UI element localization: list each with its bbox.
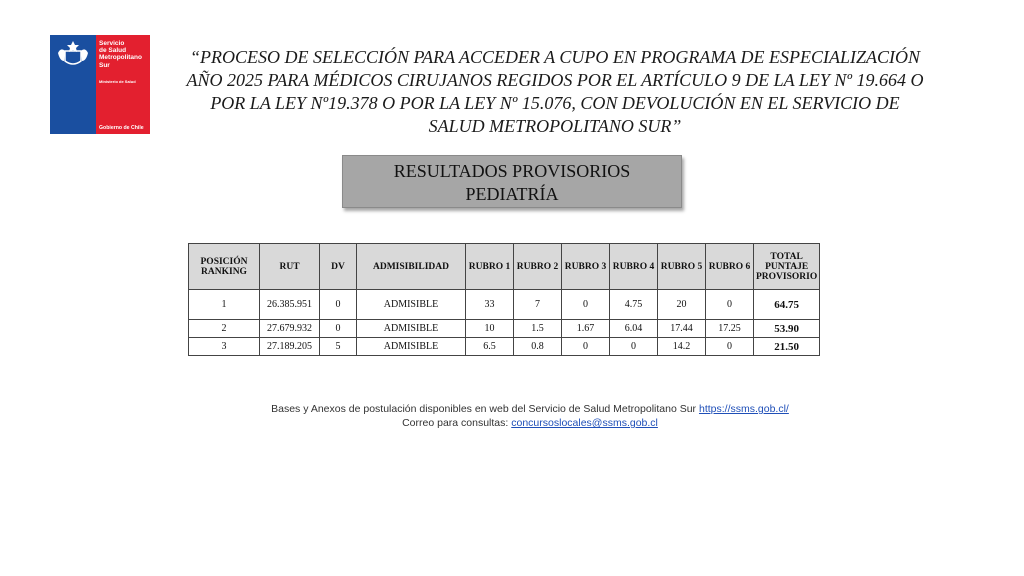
cell-dv: 0: [320, 320, 357, 338]
logo-blue-panel: [50, 35, 96, 134]
cell-rubro-1: 6.5: [466, 338, 514, 356]
results-heading-box: [342, 155, 682, 208]
header-rubro-5: RUBRO 5: [658, 244, 706, 290]
cell-rubro-5: 17.44: [658, 320, 706, 338]
header-rubro-2: RUBRO 2: [514, 244, 562, 290]
header-posicion: POSICIÓN RANKING: [189, 244, 260, 290]
cell-rubro-1: 10: [466, 320, 514, 338]
website-link[interactable]: https://ssms.gob.cl/: [698, 403, 789, 415]
cell-dv: 5: [320, 338, 357, 356]
table-row: [189, 338, 820, 356]
cell-dv: 0: [320, 290, 357, 320]
cell-admisibilidad: ADMISIBLE: [357, 320, 466, 338]
cell-posicion: 3: [189, 338, 260, 356]
header-dv: DV: [320, 244, 357, 290]
cell-total: 21.50: [754, 338, 820, 356]
contact-email-link[interactable]: concursoslocales@ssms.gob.cl: [511, 417, 658, 429]
cell-rubro-6: 17.25: [706, 320, 754, 338]
cell-rubro-3: 1.67: [562, 320, 610, 338]
cell-rut: 27.679.932: [260, 320, 320, 338]
header-total: TOTAL PUNTAJE PROVISORIO: [754, 244, 820, 290]
cell-rubro-2: 7: [514, 290, 562, 320]
table-row: [189, 290, 820, 320]
cell-admisibilidad: ADMISIBLE: [357, 290, 466, 320]
cell-rubro-4: 0: [610, 338, 658, 356]
logo-ministry: Ministerio de Salud: [99, 79, 136, 84]
footer-contact-line: [0, 416, 1024, 430]
cell-total: 53.90: [754, 320, 820, 338]
cell-total: 64.75: [754, 290, 820, 320]
table-row: [189, 320, 820, 338]
coat-of-arms-icon: [54, 39, 92, 69]
logo-red-panel: [96, 35, 150, 134]
footer-contact-text: Correo para consultas:: [402, 417, 509, 429]
cell-rubro-5: 14.2: [658, 338, 706, 356]
header-admisibilidad: ADMISIBILIDAD: [357, 244, 466, 290]
cell-rubro-3: 0: [562, 338, 610, 356]
table-header-row: [189, 244, 820, 290]
header-rubro-4: RUBRO 4: [610, 244, 658, 290]
results-heading-line2: PEDIATRÍA: [465, 184, 559, 204]
cell-rubro-1: 33: [466, 290, 514, 320]
header-rut: RUT: [260, 244, 320, 290]
cell-posicion: 2: [189, 320, 260, 338]
cell-rubro-2: 0.8: [514, 338, 562, 356]
cell-rubro-5: 20: [658, 290, 706, 320]
cell-rubro-4: 4.75: [610, 290, 658, 320]
cell-admisibilidad: ADMISIBLE: [357, 338, 466, 356]
institution-logo: [50, 35, 150, 134]
cell-rut: 27.189.205: [260, 338, 320, 356]
document-title: “PROCESO DE SELECCIÓN PARA ACCEDER A CUPO EN PROGRAMA DE ESPECIALIZACIÓN AÑO 2025 PARA MÉDICOS CIRUJANOS REGIDOS POR EL ARTÍCULO 9 DE LA LEY Nº 19.664 O POR LA LEY Nº19.378 O POR LA LEY Nº 15.076, CON DEVOLUCIÓN EN EL SERVICIO DE SALUD METROPOLITANO SUR”: [186, 47, 924, 136]
cell-rubro-6: 0: [706, 338, 754, 356]
logo-government: Gobierno de Chile: [99, 125, 144, 131]
header-rubro-1: RUBRO 1: [466, 244, 514, 290]
cell-rubro-2: 1.5: [514, 320, 562, 338]
results-heading-line1: RESULTADOS PROVISORIOS: [393, 161, 631, 181]
footer: [0, 402, 1024, 430]
footer-bases-line: [0, 402, 1024, 416]
cell-rubro-3: 0: [562, 290, 610, 320]
cell-rut: 26.385.951: [260, 290, 320, 320]
cell-rubro-4: 6.04: [610, 320, 658, 338]
cell-posicion: 1: [189, 290, 260, 320]
footer-bases-text: Bases y Anexos de postulación disponibles en web del Servicio de Salud Metropolitano Sur: [271, 403, 697, 415]
results-table: [188, 243, 820, 356]
cell-rubro-6: 0: [706, 290, 754, 320]
header-rubro-3: RUBRO 3: [562, 244, 610, 290]
header-rubro-6: RUBRO 6: [706, 244, 754, 290]
logo-service-name: Servicio de Salud Metropolitano Sur: [99, 40, 142, 69]
